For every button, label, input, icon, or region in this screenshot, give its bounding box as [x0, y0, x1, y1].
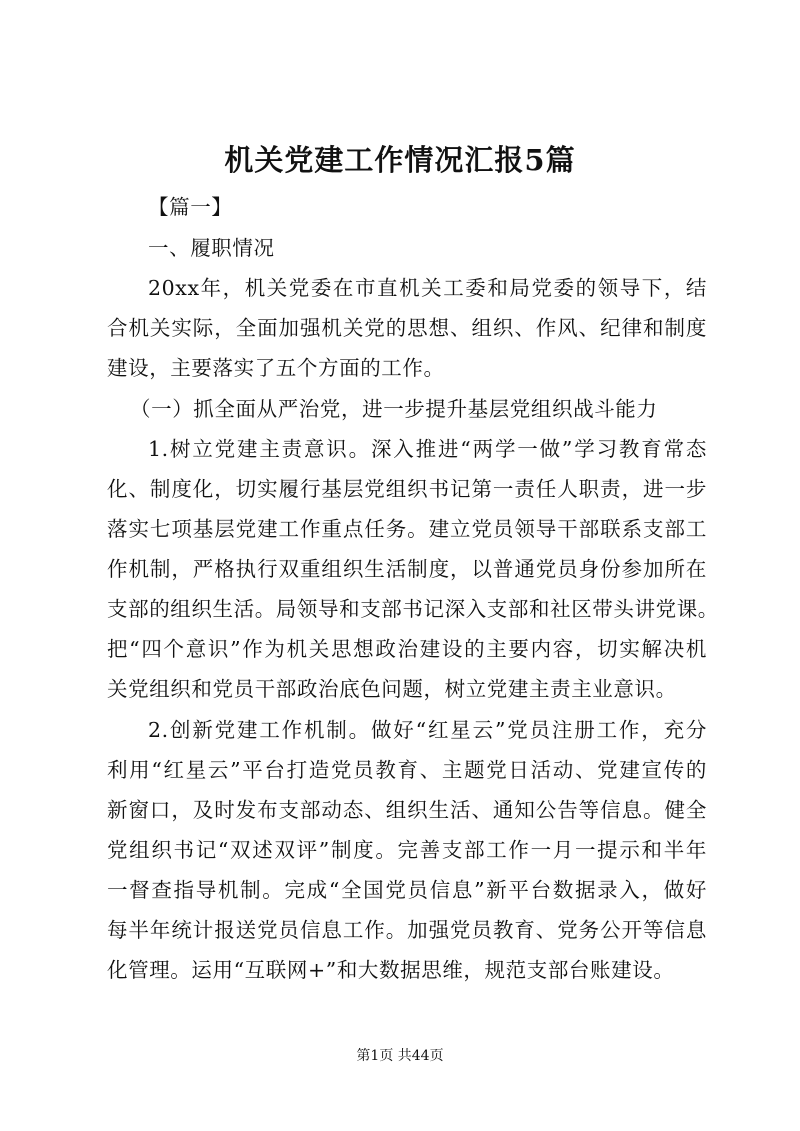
document-title: 机关党建工作情况汇报5篇 [224, 143, 576, 177]
paragraph-line: 新窗口，及时发布支部动态、组织生活、通知公告等信息。健全 [107, 798, 707, 822]
paragraph-line: 2.创新党建工作机制。做好“红星云”党员注册工作，充分 [148, 718, 707, 742]
paragraph-line: 支部的组织生活。局领导和支部书记深入支部和社区带头讲党课。 [107, 597, 719, 621]
subsection-heading: 一、履职情况 [148, 236, 275, 260]
paragraph-line: 1.树立党建主责意识。深入推进“两学一做”学习教育常态 [148, 437, 707, 461]
page-footer: 第1页 共44页 [356, 1048, 444, 1064]
subsection-heading: （一）抓全面从严治党，进一步提升基层党组织战斗能力 [130, 397, 658, 421]
paragraph-line: 每半年统计报送党员信息工作。加强党员教育、党务公开等信息 [107, 918, 707, 942]
paragraph-line: 20xx年，机关党委在市直机关工委和局党委的领导下，结 [148, 276, 707, 300]
paragraph-line: 合机关实际，全面加强机关党的思想、组织、作风、纪律和制度 [107, 316, 707, 340]
paragraph-line: 一督查指导机制。完成“全国党员信息”新平台数据录入，做好 [107, 878, 707, 902]
section-heading: 【篇一】 [148, 195, 233, 219]
paragraph-line: 把“四个意识”作为机关思想政治建设的主要内容，切实解决机 [107, 637, 707, 661]
paragraph-line: 建设，主要落实了五个方面的工作。 [107, 356, 445, 380]
paragraph-line: 利用“红星云”平台打造党员教育、主题党日活动、党建宣传的 [107, 758, 707, 782]
paragraph-line: 关党组织和党员干部政治底色问题，树立党建主责主业意识。 [107, 677, 677, 701]
paragraph-line: 作机制，严格执行双重组织生活制度，以普通党员身份参加所在 [107, 557, 707, 581]
paragraph-line: 党组织书记“双述双评”制度。完善支部工作一月一提示和半年 [107, 838, 707, 862]
paragraph-line: 落实七项基层党建工作重点任务。建立党员领导干部联系支部工 [107, 517, 707, 541]
paragraph-line: 化、制度化，切实履行基层党组织书记第一责任人职责，进一步 [107, 477, 707, 501]
paragraph-line: 化管理。运用“互联网+”和大数据思维，规范支部台账建设。 [107, 958, 675, 982]
